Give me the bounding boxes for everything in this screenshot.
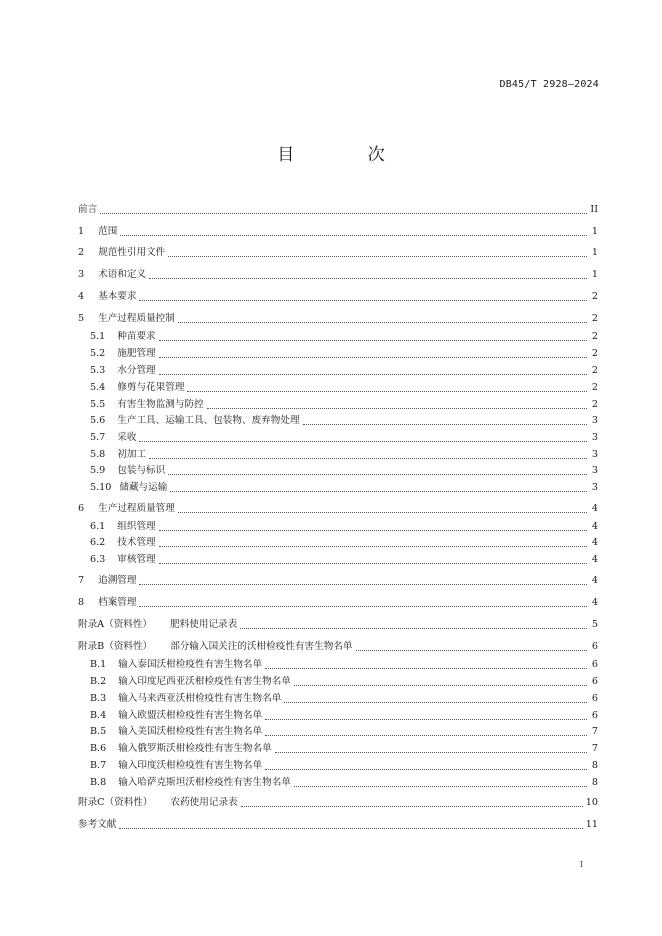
toc-entry[interactable] xyxy=(78,224,598,238)
toc-entry-title: 修剪与花果管理 xyxy=(117,382,185,393)
toc-entry-number: B.7 xyxy=(90,760,107,771)
document-id: DB45/T 2928—2024 xyxy=(499,79,599,90)
toc-entry-title: 档案管理 xyxy=(98,597,137,608)
toc-entry-title: 种苗要求 xyxy=(117,331,156,342)
toc-entry-title: 输入马来西亚沃柑检疫性有害生物名单 xyxy=(118,693,282,704)
toc-entry-number: B.5 xyxy=(90,726,107,737)
toc-entry[interactable] xyxy=(90,346,598,360)
toc-leader-dots xyxy=(294,785,587,787)
toc-entry-number: 5.6 xyxy=(90,415,106,426)
toc-entry-title: 肥料使用记录表 xyxy=(170,619,238,630)
toc-entry[interactable] xyxy=(78,202,598,216)
toc-entry-page: 3 xyxy=(591,465,598,476)
toc-entry-title: 输入印度尼西亚沃柑检疫性有害生物名单 xyxy=(118,676,291,687)
toc-entry-title: 前言 xyxy=(78,204,98,215)
toc-entry-number: 5 xyxy=(78,313,85,324)
toc-leader-dots xyxy=(284,701,587,703)
toc-leader-dots xyxy=(159,339,587,341)
toc-entry-page: 2 xyxy=(591,382,598,393)
toc-entry-number: 7 xyxy=(78,575,85,586)
toc-entry-title: 规范性引用文件 xyxy=(98,247,166,258)
toc-entry-page: 1 xyxy=(591,226,598,237)
toc-entry[interactable] xyxy=(78,617,598,631)
toc-entry-title: 组织管理 xyxy=(117,521,156,532)
toc-leader-dots xyxy=(159,356,587,358)
toc-entry[interactable] xyxy=(78,289,598,303)
toc-entry-title: 有害生物监测与防控 xyxy=(117,399,204,410)
toc-entry-title: 输入俄罗斯沃柑检疫性有害生物名单 xyxy=(118,743,272,754)
toc-entry-title: 审核管理 xyxy=(117,554,156,565)
toc-entry-page: 10 xyxy=(585,797,598,808)
toc-entry-number: 附录A（资料性） xyxy=(78,619,153,630)
toc-entry[interactable] xyxy=(90,691,598,705)
toc-entry-title: 输入印度沃柑检疫性有害生物名单 xyxy=(118,760,263,771)
toc-entry-page: 3 xyxy=(591,482,598,493)
toc-entry-number: B.1 xyxy=(90,659,107,670)
toc-entry[interactable] xyxy=(90,674,598,688)
toc-entry-title: 采收 xyxy=(117,432,137,443)
toc-leader-dots xyxy=(170,490,587,492)
toc-entry-page: 4 xyxy=(591,537,598,548)
toc-entry-number: 6.2 xyxy=(90,537,106,548)
toc-entry[interactable] xyxy=(90,519,598,533)
toc-entry-number: B.4 xyxy=(90,710,107,721)
toc-entry-number: 1 xyxy=(78,226,85,237)
page-number: I xyxy=(579,860,583,869)
toc-entry-page: 4 xyxy=(591,554,598,565)
toc-entry[interactable] xyxy=(78,245,598,259)
toc-entry-number: 5.9 xyxy=(90,465,106,476)
toc-entry-page: 3 xyxy=(591,449,598,460)
toc-entry[interactable] xyxy=(90,535,598,549)
toc-entry[interactable] xyxy=(90,363,598,377)
toc-entry[interactable] xyxy=(90,480,598,494)
toc-entry-page: 2 xyxy=(591,399,598,410)
toc-entry-title: 技术管理 xyxy=(117,537,156,548)
toc-entry-title: 基本要求 xyxy=(98,291,137,302)
toc-entry-number: 附录C（资料性） xyxy=(78,797,153,808)
toc-entry[interactable] xyxy=(90,447,598,461)
toc-leader-dots xyxy=(149,457,587,459)
toc-entry-title: 输入美国沃柑检疫性有害生物名单 xyxy=(118,726,263,737)
toc-entry[interactable] xyxy=(78,795,598,809)
toc-entry[interactable] xyxy=(78,573,598,587)
toc-leader-dots xyxy=(265,718,587,720)
toc-leader-dots xyxy=(240,627,587,629)
toc-leader-dots xyxy=(294,684,587,686)
toc-entry-page: 11 xyxy=(585,819,598,830)
toc-leader-dots xyxy=(100,212,587,214)
toc-entry-number: 5.8 xyxy=(90,449,106,460)
toc-entry-title: 初加工 xyxy=(117,449,147,460)
toc-entry-number: 5.4 xyxy=(90,382,106,393)
toc-entry-title: 输入哈萨克斯坦沃柑检疫性有害生物名单 xyxy=(118,777,291,788)
toc-entry[interactable] xyxy=(90,397,598,411)
toc-entry-page: 2 xyxy=(591,348,598,359)
toc-entry-title: 生产过程质量管理 xyxy=(98,503,175,514)
toc-entry-page: 4 xyxy=(591,503,598,514)
toc-entry-title: 参考文献 xyxy=(78,819,117,830)
page-title: 目 次 xyxy=(277,145,419,165)
toc-entry[interactable] xyxy=(78,639,598,653)
toc-leader-dots xyxy=(265,734,587,736)
toc-entry[interactable] xyxy=(90,775,598,789)
toc-entry-page: 5 xyxy=(591,619,598,630)
toc-entry-number: B.2 xyxy=(90,676,107,687)
toc-leader-dots xyxy=(119,827,582,829)
toc-leader-dots xyxy=(303,423,587,425)
toc-entry-number: 附录B（资料性） xyxy=(78,641,153,652)
toc-leader-dots xyxy=(168,255,587,257)
toc-entry-title: 施肥管理 xyxy=(117,348,156,359)
toc-entry-title: 生产过程质量控制 xyxy=(98,313,175,324)
toc-entry-number: 6.1 xyxy=(90,521,106,532)
toc-leader-dots xyxy=(120,234,587,236)
toc-entry[interactable] xyxy=(90,724,598,738)
toc-entry-page: 4 xyxy=(591,575,598,586)
toc-entry[interactable] xyxy=(90,758,598,772)
toc-entry-number: 5.2 xyxy=(90,348,106,359)
toc-entry[interactable] xyxy=(90,329,598,343)
toc-entry-title: 输入欧盟沃柑检疫性有害生物名单 xyxy=(118,710,263,721)
toc-entry-number: 5.10 xyxy=(90,482,112,493)
toc-leader-dots xyxy=(178,321,587,323)
toc-entry-page: 6 xyxy=(591,641,598,652)
toc-leader-dots xyxy=(178,511,587,513)
toc-entry-number: 3 xyxy=(78,269,85,280)
toc-leader-dots xyxy=(265,768,587,770)
toc-entry[interactable] xyxy=(90,708,598,722)
toc-entry-title: 范围 xyxy=(98,226,118,237)
toc-leader-dots xyxy=(149,277,587,279)
toc-entry-page: 3 xyxy=(591,415,598,426)
toc-entry-page: 3 xyxy=(591,432,598,443)
toc-entry-number: 4 xyxy=(78,291,85,302)
toc-leader-dots xyxy=(139,605,587,607)
toc-leader-dots xyxy=(159,373,587,375)
toc-entry[interactable] xyxy=(90,430,598,444)
toc-entry-number: B.8 xyxy=(90,777,107,788)
toc-leader-dots xyxy=(139,440,587,442)
toc-entry-number: 2 xyxy=(78,247,85,258)
toc-entry[interactable] xyxy=(90,380,598,394)
toc-entry[interactable] xyxy=(90,552,598,566)
toc-entry-page: 4 xyxy=(591,597,598,608)
toc-entry[interactable] xyxy=(90,463,598,477)
toc-leader-dots xyxy=(159,529,587,531)
toc-entry[interactable] xyxy=(90,657,598,671)
toc-entry-title: 包装与标识 xyxy=(117,465,166,476)
toc-entry-title: 部分输入国关注的沃柑检疫性有害生物名单 xyxy=(170,641,353,652)
toc-entry-page: 7 xyxy=(591,743,598,754)
toc-entry[interactable] xyxy=(78,267,598,281)
toc-entry-page: 6 xyxy=(591,676,598,687)
toc-entry-number: B.3 xyxy=(90,693,107,704)
toc-entry-number: 8 xyxy=(78,597,85,608)
toc-entry-page: 2 xyxy=(591,365,598,376)
toc-entry-title: 生产工具、运输工具、包装物、废弃物处理 xyxy=(117,415,300,426)
toc-entry-page: 2 xyxy=(591,291,598,302)
toc-entry-number: B.6 xyxy=(90,743,107,754)
toc-entry-page: 6 xyxy=(591,710,598,721)
toc-entry-number: 5.1 xyxy=(90,331,106,342)
toc-entry-title: 水分管理 xyxy=(117,365,156,376)
toc-entry-title: 农药使用记录表 xyxy=(170,797,238,808)
toc-entry-title: 输入泰国沃柑检疫性有害生物名单 xyxy=(118,659,263,670)
toc-leader-dots xyxy=(187,390,587,392)
toc-entry-number: 5.3 xyxy=(90,365,106,376)
toc-entry-page: 8 xyxy=(591,760,598,771)
toc-entry-number: 6 xyxy=(78,503,85,514)
toc-leader-dots xyxy=(139,583,587,585)
toc-leader-dots xyxy=(207,407,587,409)
toc-entry-page: 6 xyxy=(591,693,598,704)
toc-leader-dots xyxy=(159,562,587,564)
toc-entry[interactable] xyxy=(78,817,598,831)
toc-entry-page: 1 xyxy=(591,247,598,258)
toc-entry-number: 5.7 xyxy=(90,432,106,443)
toc-entry-page: II xyxy=(590,204,598,215)
toc-leader-dots xyxy=(275,751,587,753)
toc-leader-dots xyxy=(241,805,583,807)
toc-leader-dots xyxy=(159,545,587,547)
toc-entry-page: 2 xyxy=(591,313,598,324)
toc-entry-page: 1 xyxy=(591,269,598,280)
toc-entry-title: 储藏与运输 xyxy=(119,482,168,493)
toc-entry-page: 8 xyxy=(591,777,598,788)
toc-entry-number: 5.5 xyxy=(90,399,106,410)
toc-entry[interactable] xyxy=(78,595,598,609)
toc-entry-page: 4 xyxy=(591,521,598,532)
toc-leader-dots xyxy=(168,473,587,475)
toc-leader-dots xyxy=(139,299,587,301)
toc-leader-dots xyxy=(356,649,588,651)
toc-entry[interactable] xyxy=(78,311,598,325)
toc-entry-title: 追溯管理 xyxy=(98,575,137,586)
toc-entry-page: 2 xyxy=(591,331,598,342)
toc-entry-page: 7 xyxy=(591,726,598,737)
toc-entry[interactable] xyxy=(90,741,598,755)
toc-leader-dots xyxy=(265,667,587,669)
toc-entry[interactable] xyxy=(78,501,598,515)
toc-entry-number: 6.3 xyxy=(90,554,106,565)
toc-entry-title: 术语和定义 xyxy=(98,269,147,280)
toc-entry[interactable] xyxy=(90,413,598,427)
toc-entry-page: 6 xyxy=(591,659,598,670)
